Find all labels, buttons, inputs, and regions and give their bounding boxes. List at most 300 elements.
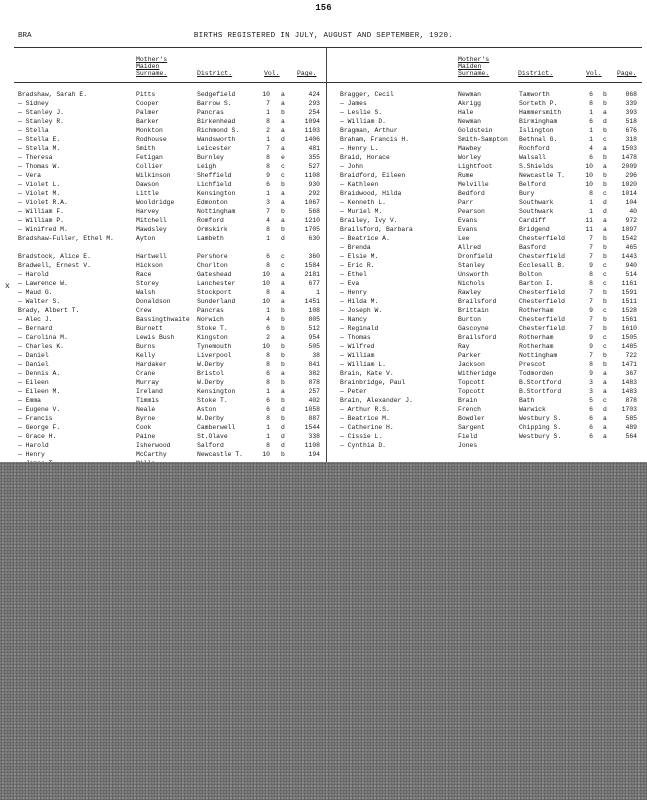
- entry-district: Bolton: [519, 271, 543, 278]
- entry-maiden: Rawley: [458, 289, 482, 296]
- entry-page: 1485: [621, 343, 637, 350]
- entry-vol-letter: c: [603, 397, 607, 404]
- entry-vol: 6: [266, 397, 270, 404]
- entry-page: 1451: [304, 298, 320, 305]
- entry-maiden: Smith-Sampton: [458, 136, 508, 143]
- entry-vol-letter: b: [281, 451, 285, 458]
- entry-page: 40: [629, 208, 637, 215]
- entry-vol-letter: c: [603, 334, 607, 341]
- entry-vol-letter: b: [603, 253, 607, 260]
- entry-district: Kensington: [197, 388, 236, 395]
- entry-vol: 11: [585, 217, 593, 224]
- entry-vol: 1: [266, 388, 270, 395]
- entry-vol: 10: [262, 343, 270, 350]
- entry-vol-letter: a: [603, 217, 607, 224]
- entry-page: 805: [308, 316, 320, 323]
- entry-page: 1108: [304, 442, 320, 449]
- entry-row: [0, 387, 647, 396]
- entry-district: Newcastle T.: [519, 172, 566, 179]
- left-vol-header: Vol.: [264, 70, 280, 77]
- entry-row: [0, 234, 647, 243]
- entry-name: Braham, Francis H.: [340, 136, 410, 143]
- entry-vol: 6: [589, 433, 593, 440]
- entry-maiden: Bedford: [458, 190, 485, 197]
- entry-vol-letter: b: [281, 352, 285, 359]
- entry-vol: 7: [589, 316, 593, 323]
- entry-maiden: Crane: [136, 370, 156, 377]
- entry-maiden: Hardaker: [136, 361, 167, 368]
- entry-page: 514: [625, 271, 637, 278]
- entry-page: 1483: [621, 379, 637, 386]
- entry-vol: 4: [589, 145, 593, 152]
- entry-maiden: Mitchell: [136, 217, 167, 224]
- entry-row: [0, 297, 647, 306]
- entry-maiden: Topcott: [458, 379, 485, 386]
- entry-name: — Dennis A.: [18, 370, 61, 377]
- entry-district: W.Derby: [197, 379, 224, 386]
- entry-name: — William L.: [340, 361, 387, 368]
- entry-district: Rotherham: [519, 334, 554, 341]
- header-rule: [14, 82, 642, 83]
- entry-page: 1058: [304, 406, 320, 413]
- entry-row: [0, 315, 647, 324]
- entry-maiden: Allred: [458, 244, 482, 251]
- entry-maiden: Kelly: [136, 352, 156, 359]
- entry-vol: 6: [266, 253, 270, 260]
- entry-vol: 9: [589, 343, 593, 350]
- entry-name: — William: [340, 352, 375, 359]
- entry-vol: 9: [589, 307, 593, 314]
- entry-name: — Cissie L.: [340, 433, 383, 440]
- entry-district: Sheffield: [197, 172, 232, 179]
- entry-vol-letter: b: [603, 127, 607, 134]
- entry-name: — Carolina M.: [18, 334, 68, 341]
- entry-district: Kingston: [197, 334, 228, 341]
- entry-name: Bradwell, Ernest V.: [18, 262, 91, 269]
- entry-maiden: Parr: [458, 199, 474, 206]
- entry-maiden: Brailsford: [458, 334, 497, 341]
- entry-page: 505: [308, 343, 320, 350]
- entry-district: Birmingham: [519, 118, 558, 125]
- entry-vol-letter: b: [281, 343, 285, 350]
- entry-maiden: Lee: [458, 235, 470, 242]
- entry-page: 1108: [304, 172, 320, 179]
- entry-district: Westbury S.: [519, 415, 562, 422]
- entry-vol: 8: [266, 442, 270, 449]
- entry-maiden: Rume: [458, 172, 474, 179]
- entry-vol: 8: [589, 280, 593, 287]
- entry-vol-letter: c: [603, 307, 607, 314]
- entry-name: Bradshaw-Fuller, Ethel M.: [18, 235, 114, 242]
- entry-row: [0, 162, 647, 171]
- entry-vol: 1: [266, 136, 270, 143]
- entry-maiden: Smith: [136, 145, 156, 152]
- entry-vol-letter: d: [281, 442, 285, 449]
- entry-district: Stoke T.: [197, 397, 228, 404]
- entry-district: W.Derby: [197, 415, 224, 422]
- entry-vol-letter: b: [603, 352, 607, 359]
- entry-vol: 8: [589, 190, 593, 197]
- entry-maiden: Fetigan: [136, 154, 163, 161]
- entry-district: S.Shields: [519, 163, 554, 170]
- entry-vol-letter: a: [603, 424, 607, 431]
- entry-row: [0, 441, 647, 450]
- entry-district: Pancras: [197, 307, 224, 314]
- entry-district: Rochford: [519, 145, 550, 152]
- entry-name: — Eva: [340, 280, 360, 287]
- entry-vol-letter: c: [603, 280, 607, 287]
- entry-name: — Vera: [18, 172, 42, 179]
- entry-name: — William P.: [18, 217, 65, 224]
- entry-page: 1542: [621, 235, 637, 242]
- entry-page: 1210: [304, 217, 320, 224]
- entry-name: — Thomas: [340, 334, 371, 341]
- entry-vol: 9: [589, 334, 593, 341]
- entry-vol-letter: a: [281, 334, 285, 341]
- right-district-header: District.: [518, 70, 554, 77]
- entry-vol-letter: a: [281, 145, 285, 152]
- entry-vol: 6: [589, 91, 593, 98]
- entry-page: 1020: [621, 181, 637, 188]
- entry-district: Ormskirk: [197, 226, 228, 233]
- entry-vol: 7: [589, 244, 593, 251]
- entry-maiden: Mawdsley: [136, 226, 167, 233]
- entry-name: — Eileen: [18, 379, 49, 386]
- entry-page: 1505: [621, 334, 637, 341]
- entry-vol: 1: [589, 208, 593, 215]
- entry-page: 1471: [621, 361, 637, 368]
- entry-vol: 7: [589, 289, 593, 296]
- entry-district: St.Olave: [197, 433, 228, 440]
- entry-vol: 8: [266, 289, 270, 296]
- entry-vol-letter: b: [281, 226, 285, 233]
- entry-name: — Bernard: [18, 325, 53, 332]
- entry-district: Sunderland: [197, 298, 236, 305]
- entry-vol-letter: a: [281, 100, 285, 107]
- entry-name: — Thomas W.: [18, 163, 61, 170]
- entry-name: — Theresa: [18, 154, 53, 161]
- entry-maiden: Ayton: [136, 235, 156, 242]
- entry-maiden: Goldstein: [458, 127, 493, 134]
- entry-name: — Walter S.: [18, 298, 61, 305]
- entry-page: 1094: [304, 118, 320, 125]
- entry-maiden: Sargent: [458, 424, 485, 431]
- entry-maiden: Burns: [136, 343, 156, 350]
- entry-vol: 2: [266, 334, 270, 341]
- entry-maiden: Bassingthwaite: [136, 316, 190, 323]
- entry-maiden: Pitts: [136, 91, 156, 98]
- entry-page: 954: [308, 334, 320, 341]
- left-page-header: Page.: [297, 70, 317, 77]
- entry-row: [0, 189, 647, 198]
- entry-vol-letter: a: [603, 163, 607, 170]
- entry-name: — Maud G.: [18, 289, 53, 296]
- entry-page: 2009: [621, 163, 637, 170]
- left-maiden-header: Mother's Maiden Surname.: [136, 56, 168, 77]
- entry-vol-letter: b: [281, 316, 285, 323]
- entry-page: 292: [308, 190, 320, 197]
- entry-name: — Beatrice M.: [340, 415, 390, 422]
- entry-district: Bridgend: [519, 226, 550, 233]
- entry-district: Islington: [519, 127, 554, 134]
- entry-name: — George F.: [18, 424, 61, 431]
- entry-name: Brailsford, Barbara: [340, 226, 413, 233]
- entry-vol-letter: c: [603, 190, 607, 197]
- entry-page: 1103: [304, 127, 320, 134]
- entry-row: [0, 432, 647, 441]
- entry-maiden: Brailsford: [458, 298, 497, 305]
- entry-vol: 9: [266, 172, 270, 179]
- entry-name: — Wilfred: [340, 343, 375, 350]
- entry-page: 1705: [304, 226, 320, 233]
- entry-district: Prescot: [519, 361, 546, 368]
- entry-maiden: Hale: [458, 109, 474, 116]
- entry-page: 194: [308, 451, 320, 458]
- entry-name: — Stanley J.: [18, 109, 65, 116]
- entry-vol: 8: [266, 226, 270, 233]
- entry-vol: 7: [589, 298, 593, 305]
- entry-vol-letter: b: [603, 181, 607, 188]
- entry-district: Sorteth P.: [519, 100, 558, 107]
- entry-vol-letter: a: [281, 199, 285, 206]
- entry-vol-letter: c: [281, 253, 285, 260]
- entry-name: — Reginald: [340, 325, 379, 332]
- entry-row: [0, 396, 647, 405]
- entry-maiden: Hickson: [136, 262, 163, 269]
- entry-district: Bristol: [197, 370, 224, 377]
- entry-maiden: Collier: [136, 163, 163, 170]
- entry-maiden: Witheridge: [458, 370, 497, 377]
- entry-district: Burnley: [197, 154, 224, 161]
- entry-name: — Daniel: [18, 352, 49, 359]
- entry-row: [0, 171, 647, 180]
- entry-page: 1067: [304, 199, 320, 206]
- entry-maiden: Walsh: [136, 289, 156, 296]
- entry-maiden: Ireland: [136, 388, 163, 395]
- entry-name: — Brenda: [340, 244, 371, 251]
- entry-page: 108: [308, 307, 320, 314]
- entry-name: — Eugene V.: [18, 406, 61, 413]
- entry-vol-letter: a: [281, 217, 285, 224]
- entry-page: 930: [308, 181, 320, 188]
- right-vol-header: Vol.: [586, 70, 602, 77]
- entry-page: 585: [625, 415, 637, 422]
- entry-page: 972: [625, 217, 637, 224]
- entry-district: Birkenhead: [197, 118, 236, 125]
- entry-page: 360: [308, 253, 320, 260]
- entry-vol: 6: [589, 118, 593, 125]
- entry-district: Newcastle T.: [197, 451, 244, 458]
- entry-vol: 8: [266, 415, 270, 422]
- entry-vol-letter: c: [281, 262, 285, 269]
- entry-page: 339: [625, 100, 637, 107]
- entry-page: 393: [625, 109, 637, 116]
- entry-maiden: Topcott: [458, 388, 485, 395]
- entry-maiden: Gascoyne: [458, 325, 489, 332]
- entry-vol-letter: a: [281, 271, 285, 278]
- entry-name: — John: [340, 163, 364, 170]
- entry-page: 878: [625, 397, 637, 404]
- entry-vol-letter: b: [603, 289, 607, 296]
- entry-page: 382: [308, 370, 320, 377]
- entry-vol: 10: [262, 298, 270, 305]
- entry-district: Barrow S.: [197, 100, 232, 107]
- entry-name: Brainbridge, Paul: [340, 379, 406, 386]
- entry-page: 367: [625, 370, 637, 377]
- entry-page: 940: [625, 262, 637, 269]
- entry-vol-letter: b: [281, 181, 285, 188]
- entry-vol-letter: a: [281, 370, 285, 377]
- entry-maiden: Brittain: [458, 307, 489, 314]
- entry-name: — William D.: [340, 118, 387, 125]
- entry-district: Lanchester: [197, 280, 236, 287]
- entry-row: [0, 144, 647, 153]
- entry-vol-letter: a: [603, 370, 607, 377]
- entry-vol-letter: b: [603, 361, 607, 368]
- entry-page: 518: [625, 118, 637, 125]
- left-district-header: District.: [197, 70, 233, 77]
- entry-vol-letter: c: [281, 172, 285, 179]
- entry-district: B.Stortford: [519, 388, 562, 395]
- entry-row: [0, 153, 647, 162]
- entry-name: — Peter: [340, 388, 367, 395]
- entry-district: Leigh: [197, 163, 217, 170]
- entry-maiden: Unsworth: [458, 271, 489, 278]
- entry-vol-letter: a: [281, 388, 285, 395]
- entry-row: [0, 405, 647, 414]
- entry-district: Lambeth: [197, 235, 224, 242]
- entry-name: — Sidney: [18, 100, 49, 107]
- entry-maiden: Crew: [136, 307, 152, 314]
- entry-row: [0, 279, 647, 288]
- entry-vol: 6: [589, 154, 593, 161]
- entry-vol-letter: a: [603, 109, 607, 116]
- entry-maiden: Lightfoot: [458, 163, 493, 170]
- right-page-header: Page.: [617, 70, 637, 77]
- entry-page: 887: [308, 415, 320, 422]
- entry-district: Westbury S.: [519, 433, 562, 440]
- entry-vol: 10: [262, 91, 270, 98]
- entry-page: 104: [625, 199, 637, 206]
- entry-name: — Kathleen: [340, 181, 379, 188]
- entry-vol-letter: a: [603, 415, 607, 422]
- entry-name: — Elsie M.: [340, 253, 379, 260]
- entry-name: — Muriel M.: [340, 208, 383, 215]
- entry-name: Bragger, Cecil: [340, 91, 394, 98]
- entry-vol-letter: b: [603, 154, 607, 161]
- entry-vol-letter: d: [603, 118, 607, 125]
- entry-maiden: Isherwood: [136, 442, 171, 449]
- entry-page: 1561: [621, 316, 637, 323]
- entry-vol: 6: [589, 406, 593, 413]
- entry-vol-letter: b: [603, 100, 607, 107]
- entry-maiden: Parker: [458, 352, 482, 359]
- entry-vol-letter: d: [281, 424, 285, 431]
- entry-name: — William F.: [18, 208, 65, 215]
- entry-vol-letter: a: [281, 298, 285, 305]
- entry-district: Cardiff: [519, 217, 546, 224]
- entry-name: — Ethel: [340, 271, 367, 278]
- entry-name: — Henry L.: [340, 145, 379, 152]
- entry-page: 38: [312, 352, 320, 359]
- entry-vol-letter: a: [281, 118, 285, 125]
- entry-maiden: Evans: [458, 217, 478, 224]
- entry-vol: 8: [589, 100, 593, 107]
- entry-vol-letter: a: [281, 127, 285, 134]
- entry-district: Stockport: [197, 289, 232, 296]
- entry-page: 564: [625, 433, 637, 440]
- entry-district: Belford: [519, 181, 546, 188]
- entry-district: Chesterfield: [519, 325, 566, 332]
- entry-name: — Daniel: [18, 361, 49, 368]
- entry-district: Romford: [197, 217, 224, 224]
- entry-vol-letter: e: [281, 154, 285, 161]
- entry-district: Sedgefield: [197, 91, 236, 98]
- entry-district: W.Derby: [197, 361, 224, 368]
- entry-row: [0, 117, 647, 126]
- entry-row: [0, 99, 647, 108]
- entry-name: Braidford, Eileen: [340, 172, 406, 179]
- entry-page: 296: [625, 172, 637, 179]
- entry-vol: 7: [589, 352, 593, 359]
- entry-district: Norwich: [197, 316, 224, 323]
- entry-row: [0, 207, 647, 216]
- entry-district: Chesterfield: [519, 235, 566, 242]
- entry-row: [0, 180, 647, 189]
- entry-district: Chesterfield: [519, 316, 566, 323]
- entry-page: 677: [308, 280, 320, 287]
- entry-district: Walsall: [519, 154, 546, 161]
- entry-vol-letter: d: [281, 406, 285, 413]
- entry-name: — Joseph W.: [340, 307, 383, 314]
- entry-name: — Violet M.: [18, 190, 61, 197]
- entry-row: [0, 306, 647, 315]
- entry-maiden: Cooper: [136, 100, 160, 107]
- entry-row: [0, 198, 647, 207]
- entry-name: — Francis: [18, 415, 53, 422]
- entry-page: 1097: [621, 226, 637, 233]
- entry-name: Braid, Horace: [340, 154, 390, 161]
- entry-maiden: Akrigg: [458, 100, 482, 107]
- entry-district: Leicester: [197, 145, 232, 152]
- entry-maiden: Brain: [458, 397, 478, 404]
- entry-page: 1483: [621, 388, 637, 395]
- entry-district: Richmond S.: [197, 127, 240, 134]
- entry-name: — Stella: [18, 127, 49, 134]
- entry-vol: 8: [266, 262, 270, 269]
- entry-name: — Alec J.: [18, 316, 53, 323]
- entry-district: Wandsworth: [197, 136, 236, 143]
- entry-district: Salford: [197, 442, 224, 449]
- entry-page: 254: [308, 109, 320, 116]
- entry-vol-letter: a: [281, 280, 285, 287]
- entry-name: — Harold: [18, 271, 49, 278]
- entry-vol-letter: c: [603, 262, 607, 269]
- entry-district: Gateshead: [197, 271, 232, 278]
- entry-name: Braidwood, Hilda: [340, 190, 402, 197]
- entry-vol: 7: [589, 325, 593, 332]
- entry-maiden: Monkton: [136, 127, 163, 134]
- entry-page: 293: [308, 100, 320, 107]
- entry-row: [0, 225, 647, 234]
- entry-district: Nottingham: [197, 208, 236, 215]
- entry-vol-letter: a: [603, 226, 607, 233]
- entry-maiden: Newman: [458, 118, 482, 125]
- entry-page: 1544: [304, 424, 320, 431]
- entry-name: — James: [340, 100, 367, 107]
- entry-vol-letter: d: [281, 235, 285, 242]
- entry-district: Basford: [519, 244, 546, 251]
